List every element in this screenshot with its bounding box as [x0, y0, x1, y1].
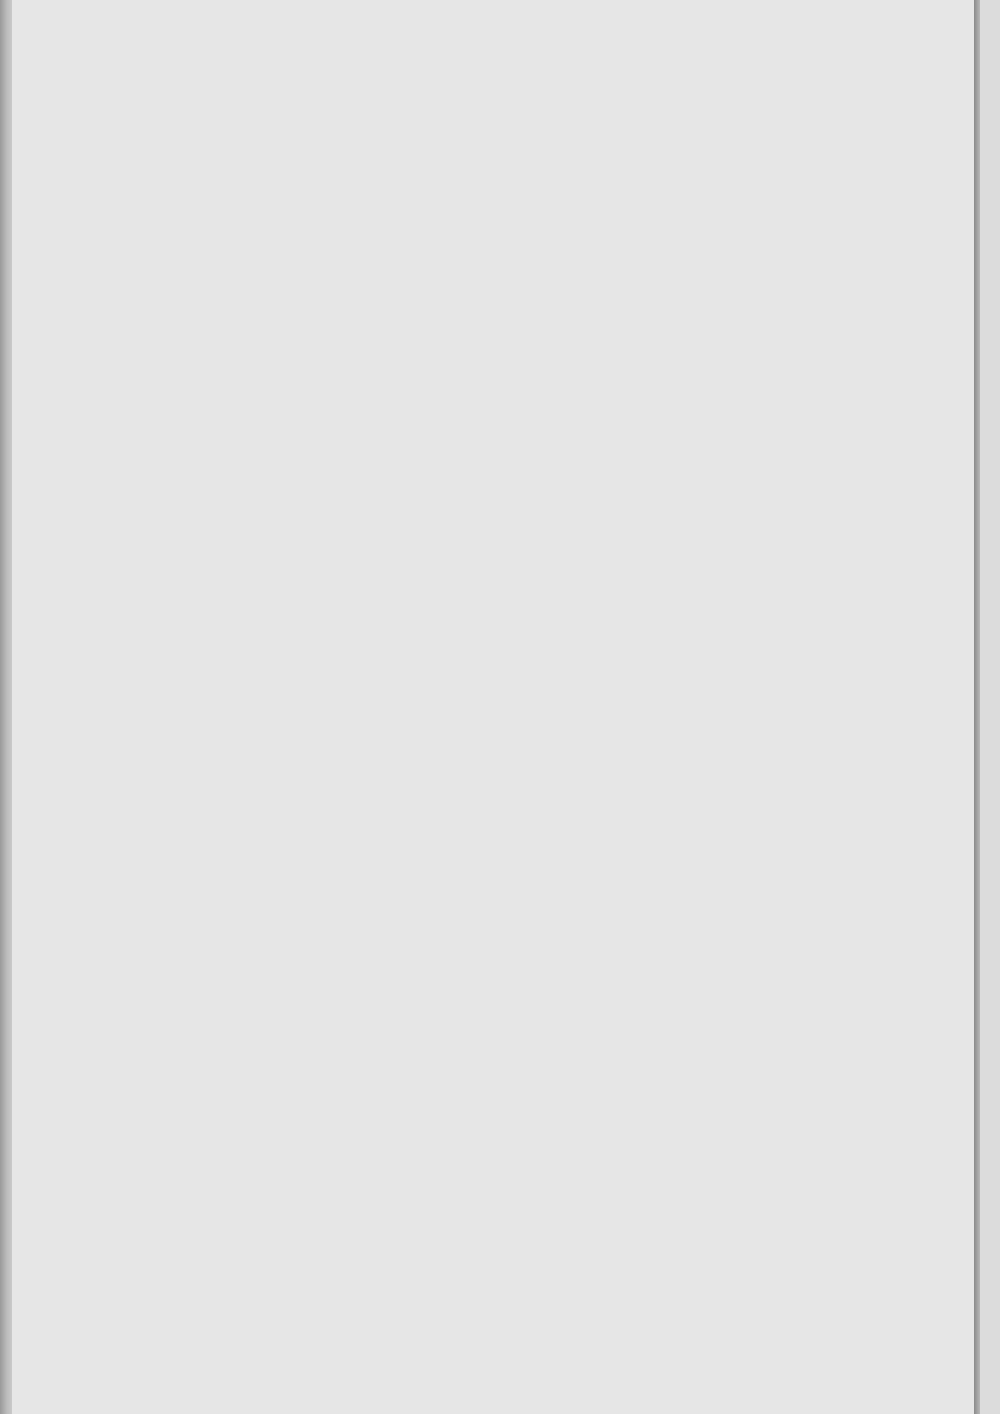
book-spine-shadow	[0, 0, 12, 1414]
scanned-page	[12, 0, 974, 1414]
page-header	[112, 38, 918, 62]
adjacent-page-edge	[980, 0, 1000, 1414]
